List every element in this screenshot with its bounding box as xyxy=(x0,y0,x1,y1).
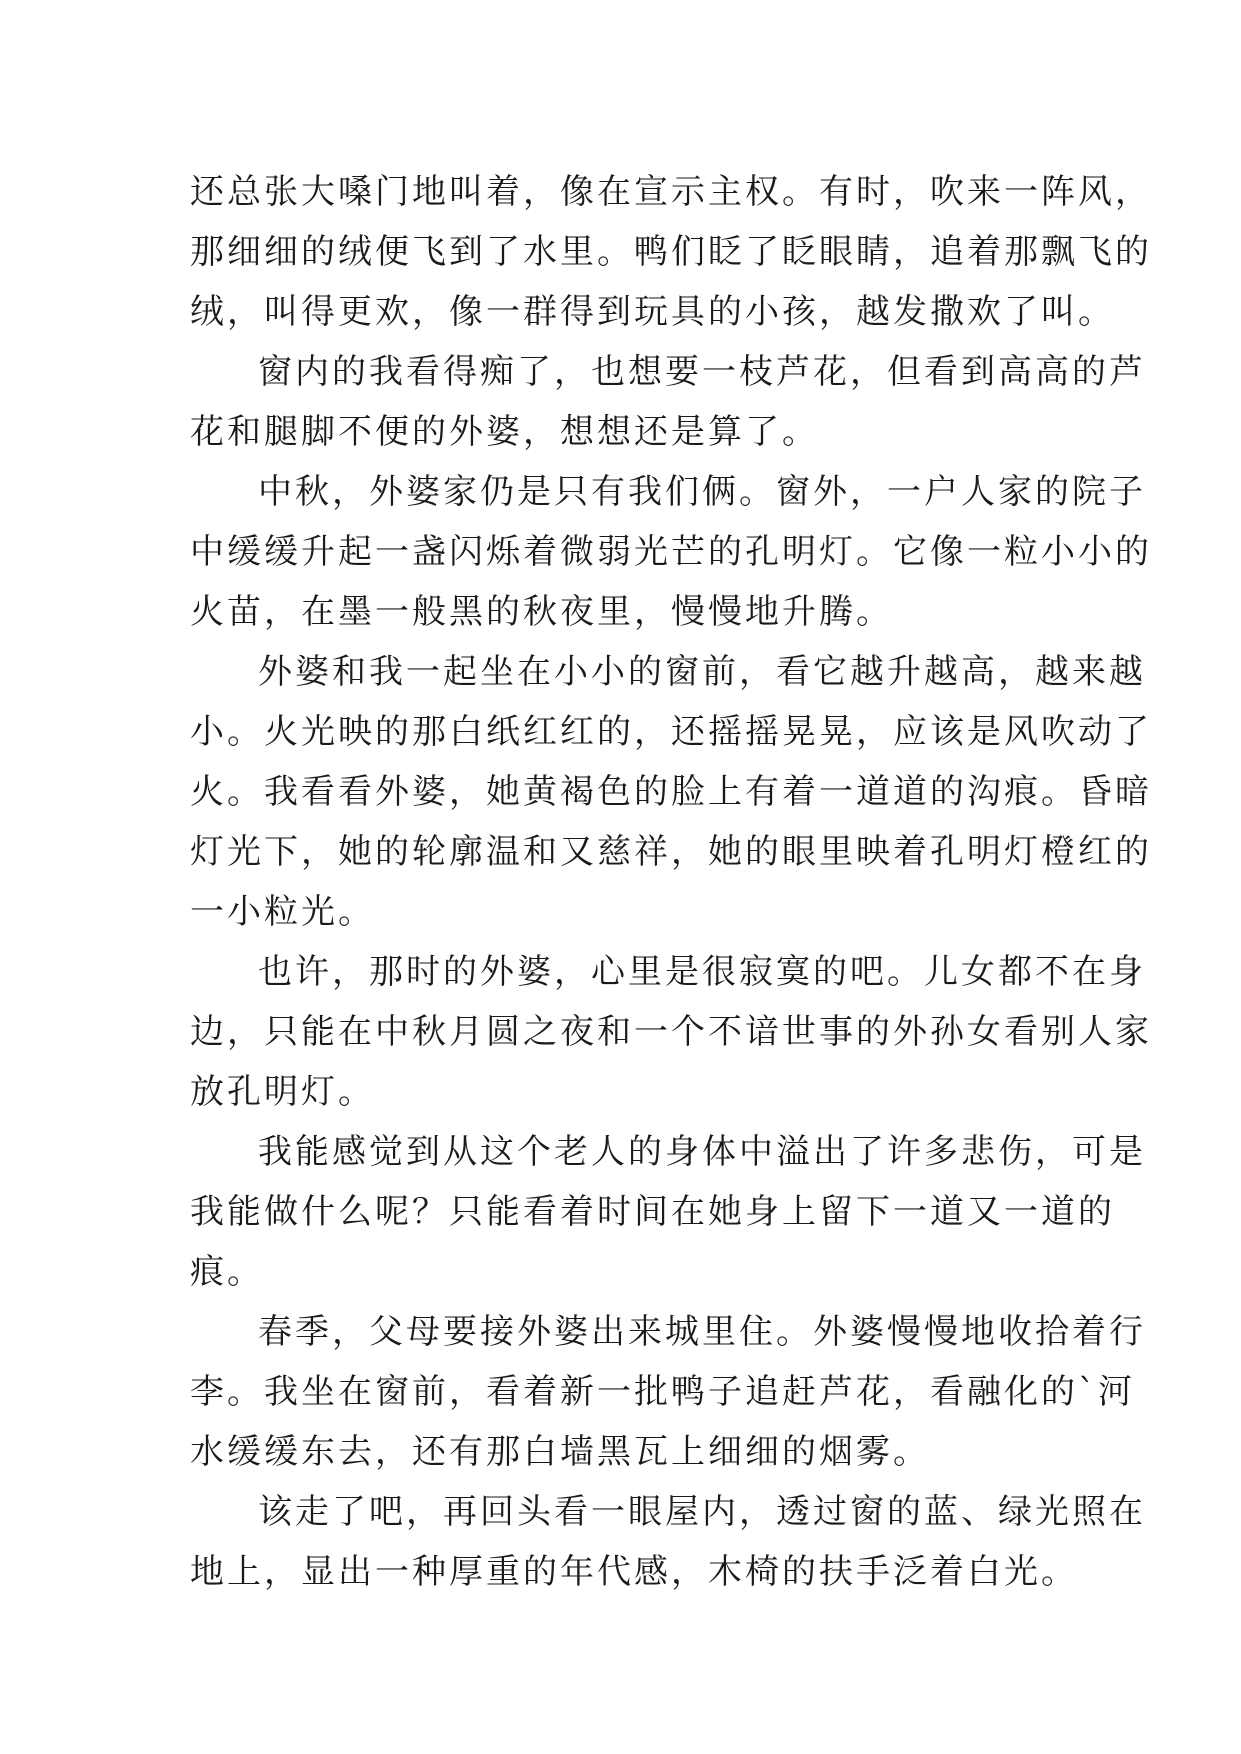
paragraph-start-line: 该走了吧，再回头看一眼屋内，透过窗的蓝、绿光照在 xyxy=(258,1492,1146,1532)
paragraph-start-line: 中秋，外婆家仍是只有我们俩。窗外，一户人家的院子 xyxy=(258,472,1146,512)
text-line: 我能做什么呢？只能看着时间在她身上留下一道又一道的 xyxy=(190,1192,1115,1232)
text-line: 水缓缓东去，还有那白墙黑瓦上细细的烟雾。 xyxy=(190,1432,930,1472)
text-line: 地上，显出一种厚重的年代感，木椅的扶手泛着白光。 xyxy=(190,1552,1078,1592)
body-text xyxy=(190,162,1152,1602)
text-line: 边，只能在中秋月圆之夜和一个不谙世事的外孙女看别人家 xyxy=(190,1012,1152,1052)
text-line: 火苗，在墨一般黑的秋夜里，慢慢地升腾。 xyxy=(190,592,893,632)
text-line: 放孔明灯。 xyxy=(190,1072,375,1112)
paragraph-start-line: 外婆和我一起坐在小小的窗前，看它越升越高，越来越 xyxy=(258,652,1146,692)
text-line: 中缓缓升起一盏闪烁着微弱光芒的孔明灯。它像一粒小小的 xyxy=(190,532,1152,572)
text-line: 痕。 xyxy=(190,1252,264,1292)
text-line: 绒，叫得更欢，像一群得到玩具的小孩，越发撒欢了叫。 xyxy=(190,292,1115,332)
text-line: 一小粒光。 xyxy=(190,892,375,932)
text-line: 那细细的绒便飞到了水里。鸭们眨了眨眼睛，追着那飘飞的 xyxy=(190,232,1152,272)
text-line: 火。我看看外婆，她黄褐色的脸上有着一道道的沟痕。昏暗 xyxy=(190,772,1152,812)
paragraph-start-line: 也许，那时的外婆，心里是很寂寞的吧。儿女都不在身 xyxy=(258,952,1146,992)
text-line: 灯光下，她的轮廓温和又慈祥，她的眼里映着孔明灯橙红的 xyxy=(190,832,1152,872)
text-line: 李。我坐在窗前，看着新一批鸭子追赶芦花，看融化的`河 xyxy=(190,1372,1135,1412)
text-line: 还总张大嗓门地叫着，像在宣示主权。有时，吹来一阵风， xyxy=(190,172,1152,212)
paragraph-start-line: 我能感觉到从这个老人的身体中溢出了许多悲伤，可是 xyxy=(258,1132,1146,1172)
text-line: 小。火光映的那白纸红红的，还摇摇晃晃，应该是风吹动了 xyxy=(190,712,1152,752)
paragraph-start-line: 春季，父母要接外婆出来城里住。外婆慢慢地收拾着行 xyxy=(258,1312,1146,1352)
text-line: 花和腿脚不便的外婆，想想还是算了。 xyxy=(190,412,819,452)
paragraph-start-line: 窗内的我看得痴了，也想要一枝芦花，但看到高高的芦 xyxy=(258,352,1146,392)
